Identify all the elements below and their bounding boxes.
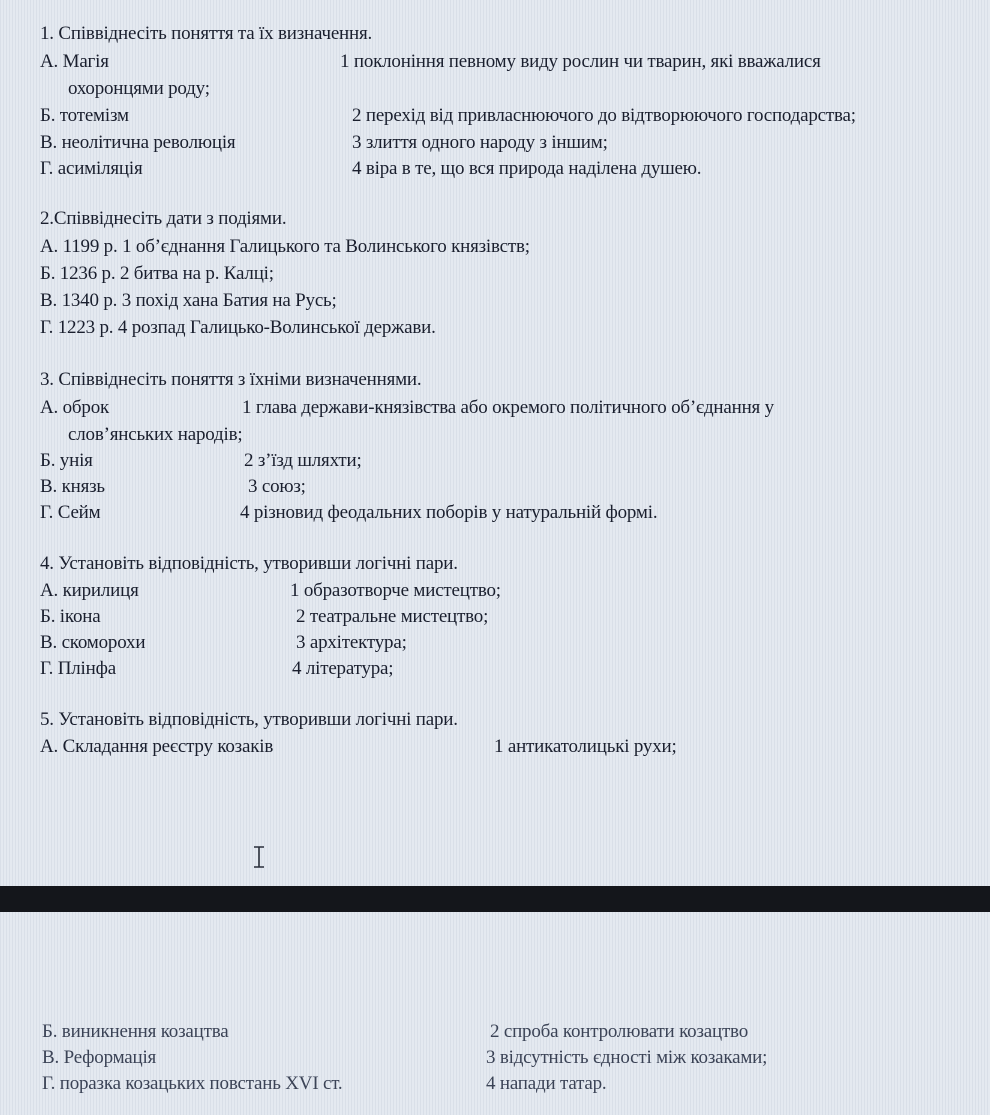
- q2-row-d: Г. 1223 р. 4 розпад Галицько-Волинської держави.: [40, 317, 436, 338]
- q4-left-b: Б. ікона: [40, 606, 101, 627]
- q3-continuation: слов’янських народів;: [68, 424, 243, 445]
- q5-right-2: 2 спроба контролювати козацтво: [490, 1021, 748, 1042]
- q3-right-2: 2 з’їзд шляхти;: [244, 450, 362, 471]
- q2-row-c: В. 1340 р. 3 похід хана Батия на Русь;: [40, 290, 337, 311]
- q4-right-3: 3 архітектура;: [296, 632, 407, 653]
- q1-left-d: Г. асиміляція: [40, 158, 143, 179]
- text-cursor-icon: [252, 846, 266, 868]
- q5-right-1: 1 антикатолицькі рухи;: [494, 736, 677, 757]
- q4-left-c: В. скоморохи: [40, 632, 146, 653]
- q4-right-4: 4 література;: [292, 658, 394, 679]
- q4-left-d: Г. Плінфа: [40, 658, 116, 679]
- q5-right-4: 4 напади татар.: [486, 1073, 607, 1094]
- screen-divider-bar: [0, 886, 990, 912]
- q3-right-3: 3 союз;: [248, 476, 306, 497]
- q1-right-2: 2 перехід від привласнюючого до відтворюючого господарства;: [352, 105, 856, 126]
- q1-left-c: В. неолітична революція: [40, 132, 236, 153]
- q5-left-d: Г. поразка козацьких повстань XVI ст.: [42, 1073, 343, 1094]
- q1-title: 1. Співвіднесіть поняття та їх визначення.: [40, 23, 373, 44]
- q2-row-a: А. 1199 р. 1 об’єднання Галицького та Волинського князівств;: [40, 236, 530, 257]
- q1-left-a: А. Магія: [40, 51, 109, 72]
- q5-title: 5. Установіть відповідність, утворивши логічні пари.: [40, 709, 458, 730]
- q1-right-3: 3 злиття одного народу з іншим;: [352, 132, 608, 153]
- q5-right-3: 3 відсутність єдності між козаками;: [486, 1047, 768, 1068]
- q1-right-4: 4 віра в те, що вся природа наділена душею.: [352, 158, 702, 179]
- q5-left-a: А. Складання реєстру козаків: [40, 736, 274, 757]
- q3-left-a: А. оброк: [40, 397, 110, 418]
- q3-title: 3. Співвіднесіть поняття з їхніми визначеннями.: [40, 369, 422, 390]
- q3-left-d: Г. Сейм: [40, 502, 101, 523]
- q5-left-c: В. Реформація: [42, 1047, 157, 1068]
- q4-right-2: 2 театральне мистецтво;: [296, 606, 489, 627]
- q1-left-b: Б. тотемізм: [40, 105, 129, 126]
- q2-title: 2.Співвіднесіть дати з подіями.: [40, 208, 287, 229]
- q4-title: 4. Установіть відповідність, утворивши логічні пари.: [40, 553, 458, 574]
- q3-right-1: 1 глава держави-князівства або окремого політичного об’єднання у: [242, 397, 774, 418]
- q3-right-4: 4 різновид феодальних поборів у натуральній формі.: [240, 502, 658, 523]
- q1-continuation: охоронцями роду;: [68, 78, 210, 99]
- q3-left-c: В. князь: [40, 476, 105, 497]
- q4-left-a: А. кирилиця: [40, 580, 139, 601]
- q1-right-1: 1 поклоніння певному виду рослин чи тварин, які вважалися: [340, 51, 821, 72]
- q2-row-b: Б. 1236 р. 2 битва на р. Калці;: [40, 263, 274, 284]
- q5-left-b: Б. виникнення козацтва: [42, 1021, 229, 1042]
- q4-right-1: 1 образотворче мистецтво;: [290, 580, 501, 601]
- q3-left-b: Б. унія: [40, 450, 93, 471]
